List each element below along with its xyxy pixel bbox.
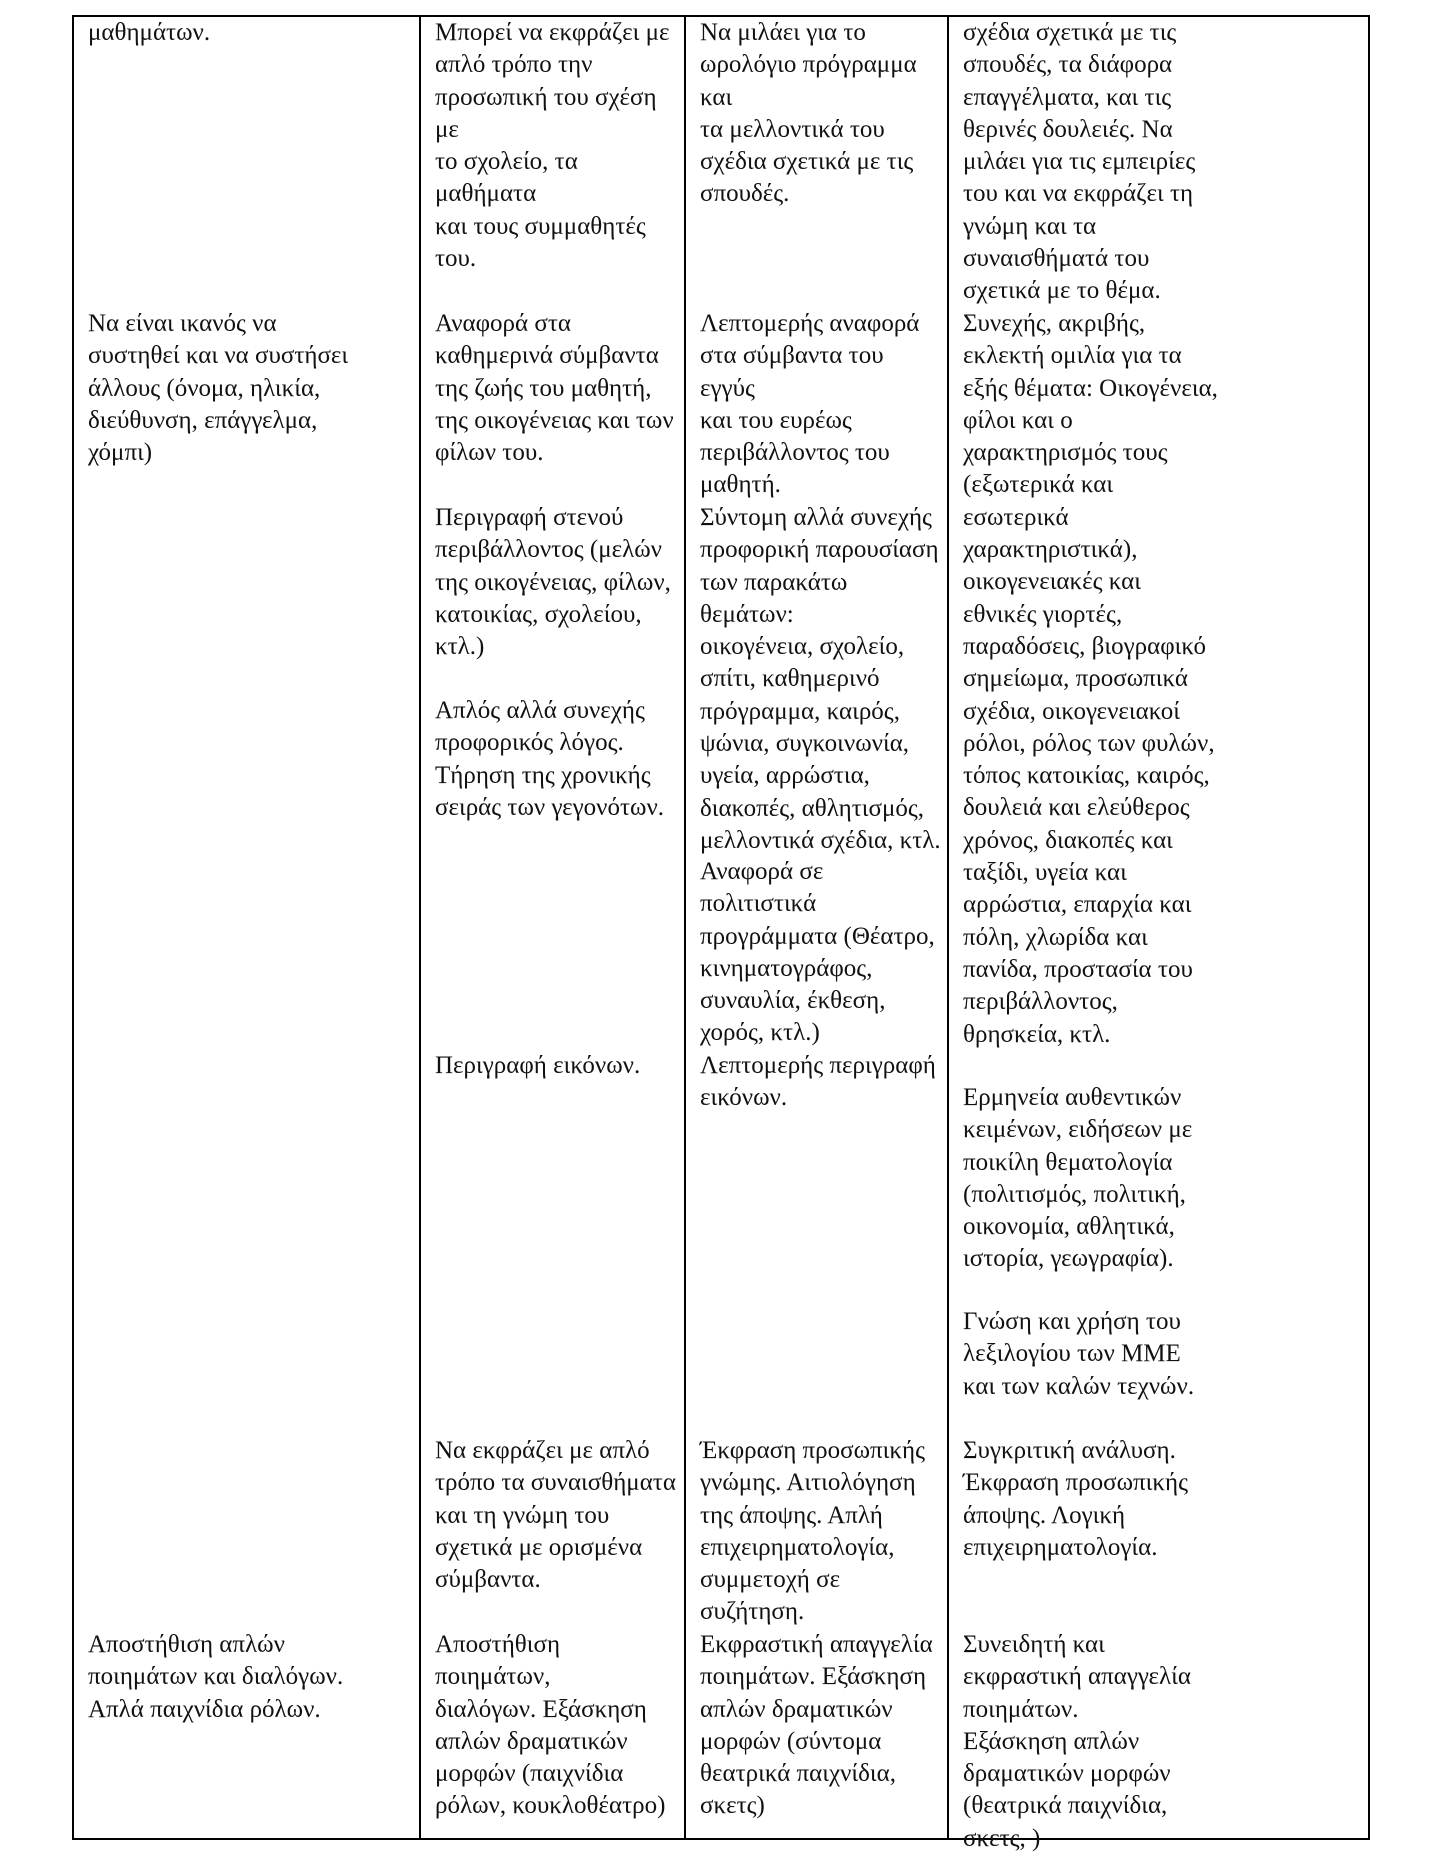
text-block: Αναφορά στα καθημερινά σύμβαντα της ζωής του μαθητή, της οικογένειας και των φίλων του. xyxy=(435,310,674,467)
text-block: Περιγραφή στενού περιβάλλοντος (μελών της οικογένειας, φίλων, κατοικίας, σχολείου, κτλ.) xyxy=(435,504,671,661)
column-cell-2 xyxy=(420,16,685,1839)
text-block: Να εκφράζει με απλό τρόπο τα συναισθήματα και τη γνώμη του σχετικά με ορισμένα σύμβαντα. xyxy=(435,1437,676,1594)
text-block: Απλός αλλά συνεχής προφορικός λόγος. Τήρηση της χρονικής σειράς των γεγονότων. xyxy=(435,697,665,821)
text-block: Αποστήθιση ποιημάτων, διαλόγων. Εξάσκηση απλών δραματικών μορφών (παιχνίδια ρόλων, κουκλοθέατρο) xyxy=(435,1631,666,1820)
text-block: Εκφραστική απαγγελία ποιημάτων. Εξάσκηση απλών δραματικών μορφών (σύντομα θεατρικά παιχνίδια, σκετς) xyxy=(700,1631,933,1820)
column-cell-1 xyxy=(73,16,420,1839)
text-block: Ερμηνεία αυθεντικών κειμένων, ειδήσεων με ποικίλη θεματολογία (πολιτισμός, πολιτική, οικονομία, αθλητικά, ιστορία, γεωγραφία). xyxy=(963,1084,1193,1273)
text-block: Λεπτομερής αναφορά στα σύμβαντα του εγγύς και του ευρέως περιβάλλοντος του μαθητή. xyxy=(700,310,920,499)
table-row xyxy=(73,16,1369,1839)
text-block: Συγκριτική ανάλυση. Έκφραση προσωπικής άποψης. Λογική επιχειρηματολογία. xyxy=(963,1437,1188,1561)
text-block: Γνώση και χρήση του λεξιλογίου των ΜΜΕ και των καλών τεχνών. xyxy=(963,1308,1195,1400)
text-block: Να μιλάει για το ωρολόγιο πρόγραμμα και τα μελλοντικά του σχέδια σχετικά με τις σπουδές. xyxy=(700,19,917,208)
text-block: σχέδια σχετικά με τις σπουδές, τα διάφορα επαγγέλματα, και τις θερινές δουλειές. Να μιλάει για τις εμπειρίες του και να εκφράζει τη γνώμη και τα συναισθήματά του σχετικά με το θέμα. xyxy=(963,19,1196,305)
text-block: Έκφραση προσωπικής γνώμης. Αιτιολόγηση της άποψης. Απλή επιχειρηματολογία, συμμετοχή σε συζήτηση. xyxy=(700,1437,925,1626)
text-block: Σύντομη αλλά συνεχής προφορική παρουσίαση των παρακάτω θεμάτων: οικογένεια, σχολείο, σπίτι, καθημερινό πρόγραμμα, καιρός, ψώνια, συγκοινωνία, υγεία, αρρώστια, διακοπές, αθλητισμός, μελλοντικά σχέδια, κτλ. xyxy=(700,504,941,854)
text-block: Περιγραφή εικόνων. xyxy=(435,1052,641,1079)
text-block: Λεπτομερής περιγραφή εικόνων. xyxy=(700,1052,936,1112)
column-cell-4 xyxy=(948,16,1369,1852)
column-cell-3 xyxy=(685,16,948,1839)
text-block: Να είναι ικανός να συστηθεί και να συστήσει άλλους (όνομα, ηλικία, διεύθυνση, επάγγελμα, χόμπι) xyxy=(88,310,349,467)
text-block: Συνεχής, ακριβής, εκλεκτή ομιλία για τα εξής θέματα: Οικογένεια, φίλοι και ο χαρακτηρισμός τους (εξωτερικά και εσωτερικά χαρακτηριστικά), οικογενειακές και εθνικές γιορτές, παραδόσεις, βιογραφικό σημείωμα, προσωπικά σχέδια, οικογενειακοί ρόλοι, ρόλος των φυλών, τόπος κατοικίας, καιρός, δουλειά και ελεύθερος χρόνος, διακοπές και ταξίδι, υγεία και αρρώστια, επαρχία και πόλη, χλωρίδα και πανίδα, προστασία του περιβάλλοντος, θρησκεία, κτλ. xyxy=(963,310,1218,1048)
text-block: Αναφορά σε πολιτιστικά προγράμματα (Θέατρο, κινηματογράφος, συναυλία, έκθεση, χορός, κτλ.) xyxy=(700,858,935,1047)
curriculum-table xyxy=(72,15,1370,1852)
text-block: Συνειδητή και εκφραστική απαγγελία ποιημάτων. Εξάσκηση απλών δραματικών μορφών (θεατρικά παιχνίδια, σκετς, ) xyxy=(963,1631,1191,1852)
text-block: μαθημάτων. xyxy=(88,19,211,46)
text-block: Μπορεί να εκφράζει με απλό τρόπο την προσωπική του σχέση με το σχολείο, τα μαθήματα και τους συμμαθητές του. xyxy=(435,19,670,273)
text-block: Αποστήθιση απλών ποιημάτων και διαλόγων. Απλά παιχνίδια ρόλων. xyxy=(88,1631,344,1723)
